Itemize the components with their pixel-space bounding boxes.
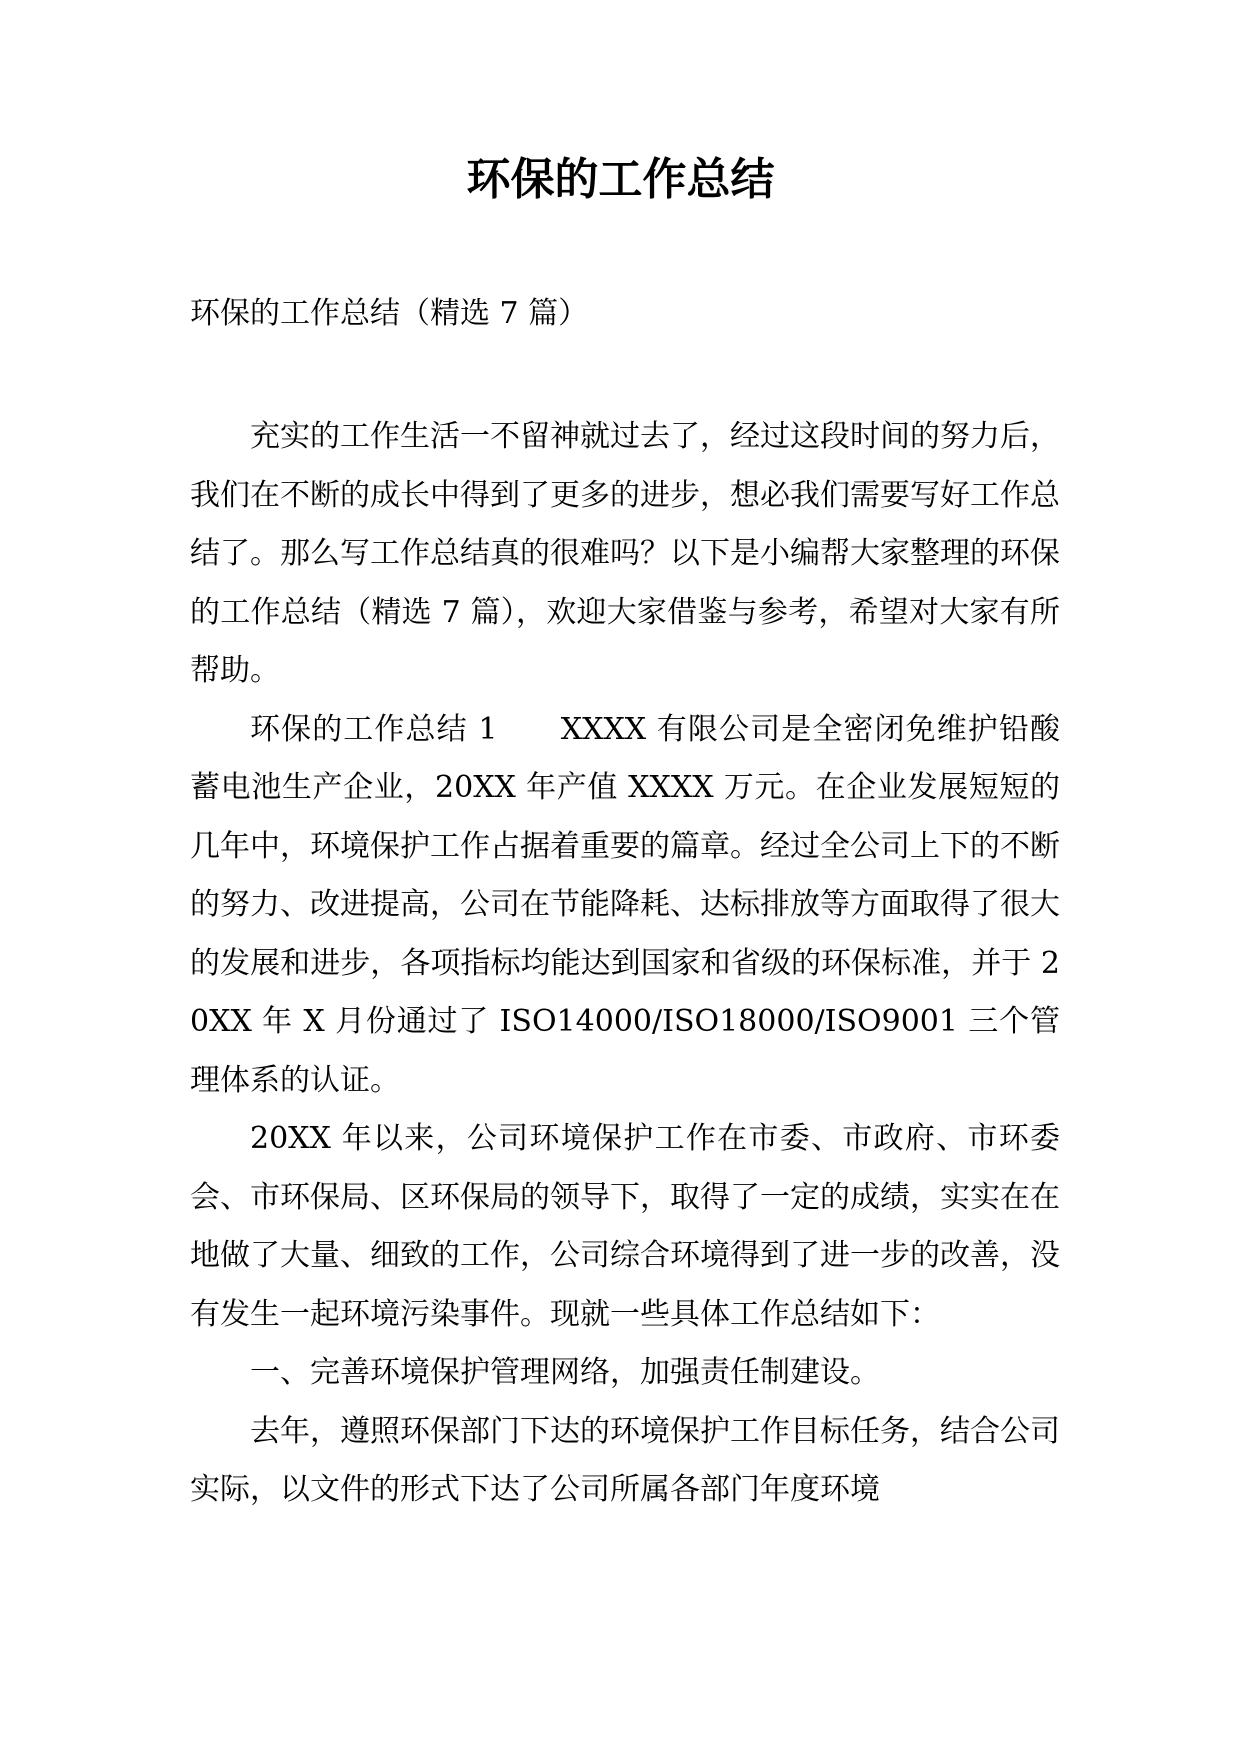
paragraph-section-1: 去年，遵照环保部门下达的环境保护工作目标任务，结合公司实际，以文件的形式下达了公司所属各部门年度环境 xyxy=(190,1413,1060,1507)
document-subtitle: 环保的工作总结（精选 7 篇） xyxy=(190,296,589,331)
paragraph-summary-1: 环保的工作总结 1 XXXX 有限公司是全密闭免维护铅酸蓄电池生产企业，20XX 年产值 XXXX 万元。在企业发展短短的几年中，环境保护工作占据着重要的篇章。经过全公司上下的不断的努力、改进提高，公司在节能降耗、达标排放等方面取得了很大的发展和进步，各项指标均能达到国家和省级的环保标准，并于 20XX 年 X 月份通过了 ISO14000/ISO18000/ISO9001 三个管理体系的认证。 xyxy=(190,711,1060,1098)
section-heading-1: 一、完善环境保护管理网络，加强责任制建设。 xyxy=(250,1355,880,1390)
paragraph-intro: 充实的工作生活一不留神就过去了，经过这段时间的努力后，我们在不断的成长中得到了更多的进步，想必我们需要写好工作总结了。那么写工作总结真的很难吗？以下是小编帮大家整理的环保的工作总结（精选 7 篇），欢迎大家借鉴与参考，希望对大家有所帮助。 xyxy=(190,419,1060,688)
paragraph-overview: 20XX 年以来，公司环境保护工作在市委、市政府、市环委会、市环保局、区环保局的领导下，取得了一定的成绩，实实在在地做了大量、细致的工作，公司综合环境得到了进一步的改善，没有发生一起环境污染事件。现就一些具体工作总结如下： xyxy=(190,1121,1060,1332)
document-title: 环保的工作总结 xyxy=(466,154,775,205)
document-body xyxy=(190,408,1060,1520)
